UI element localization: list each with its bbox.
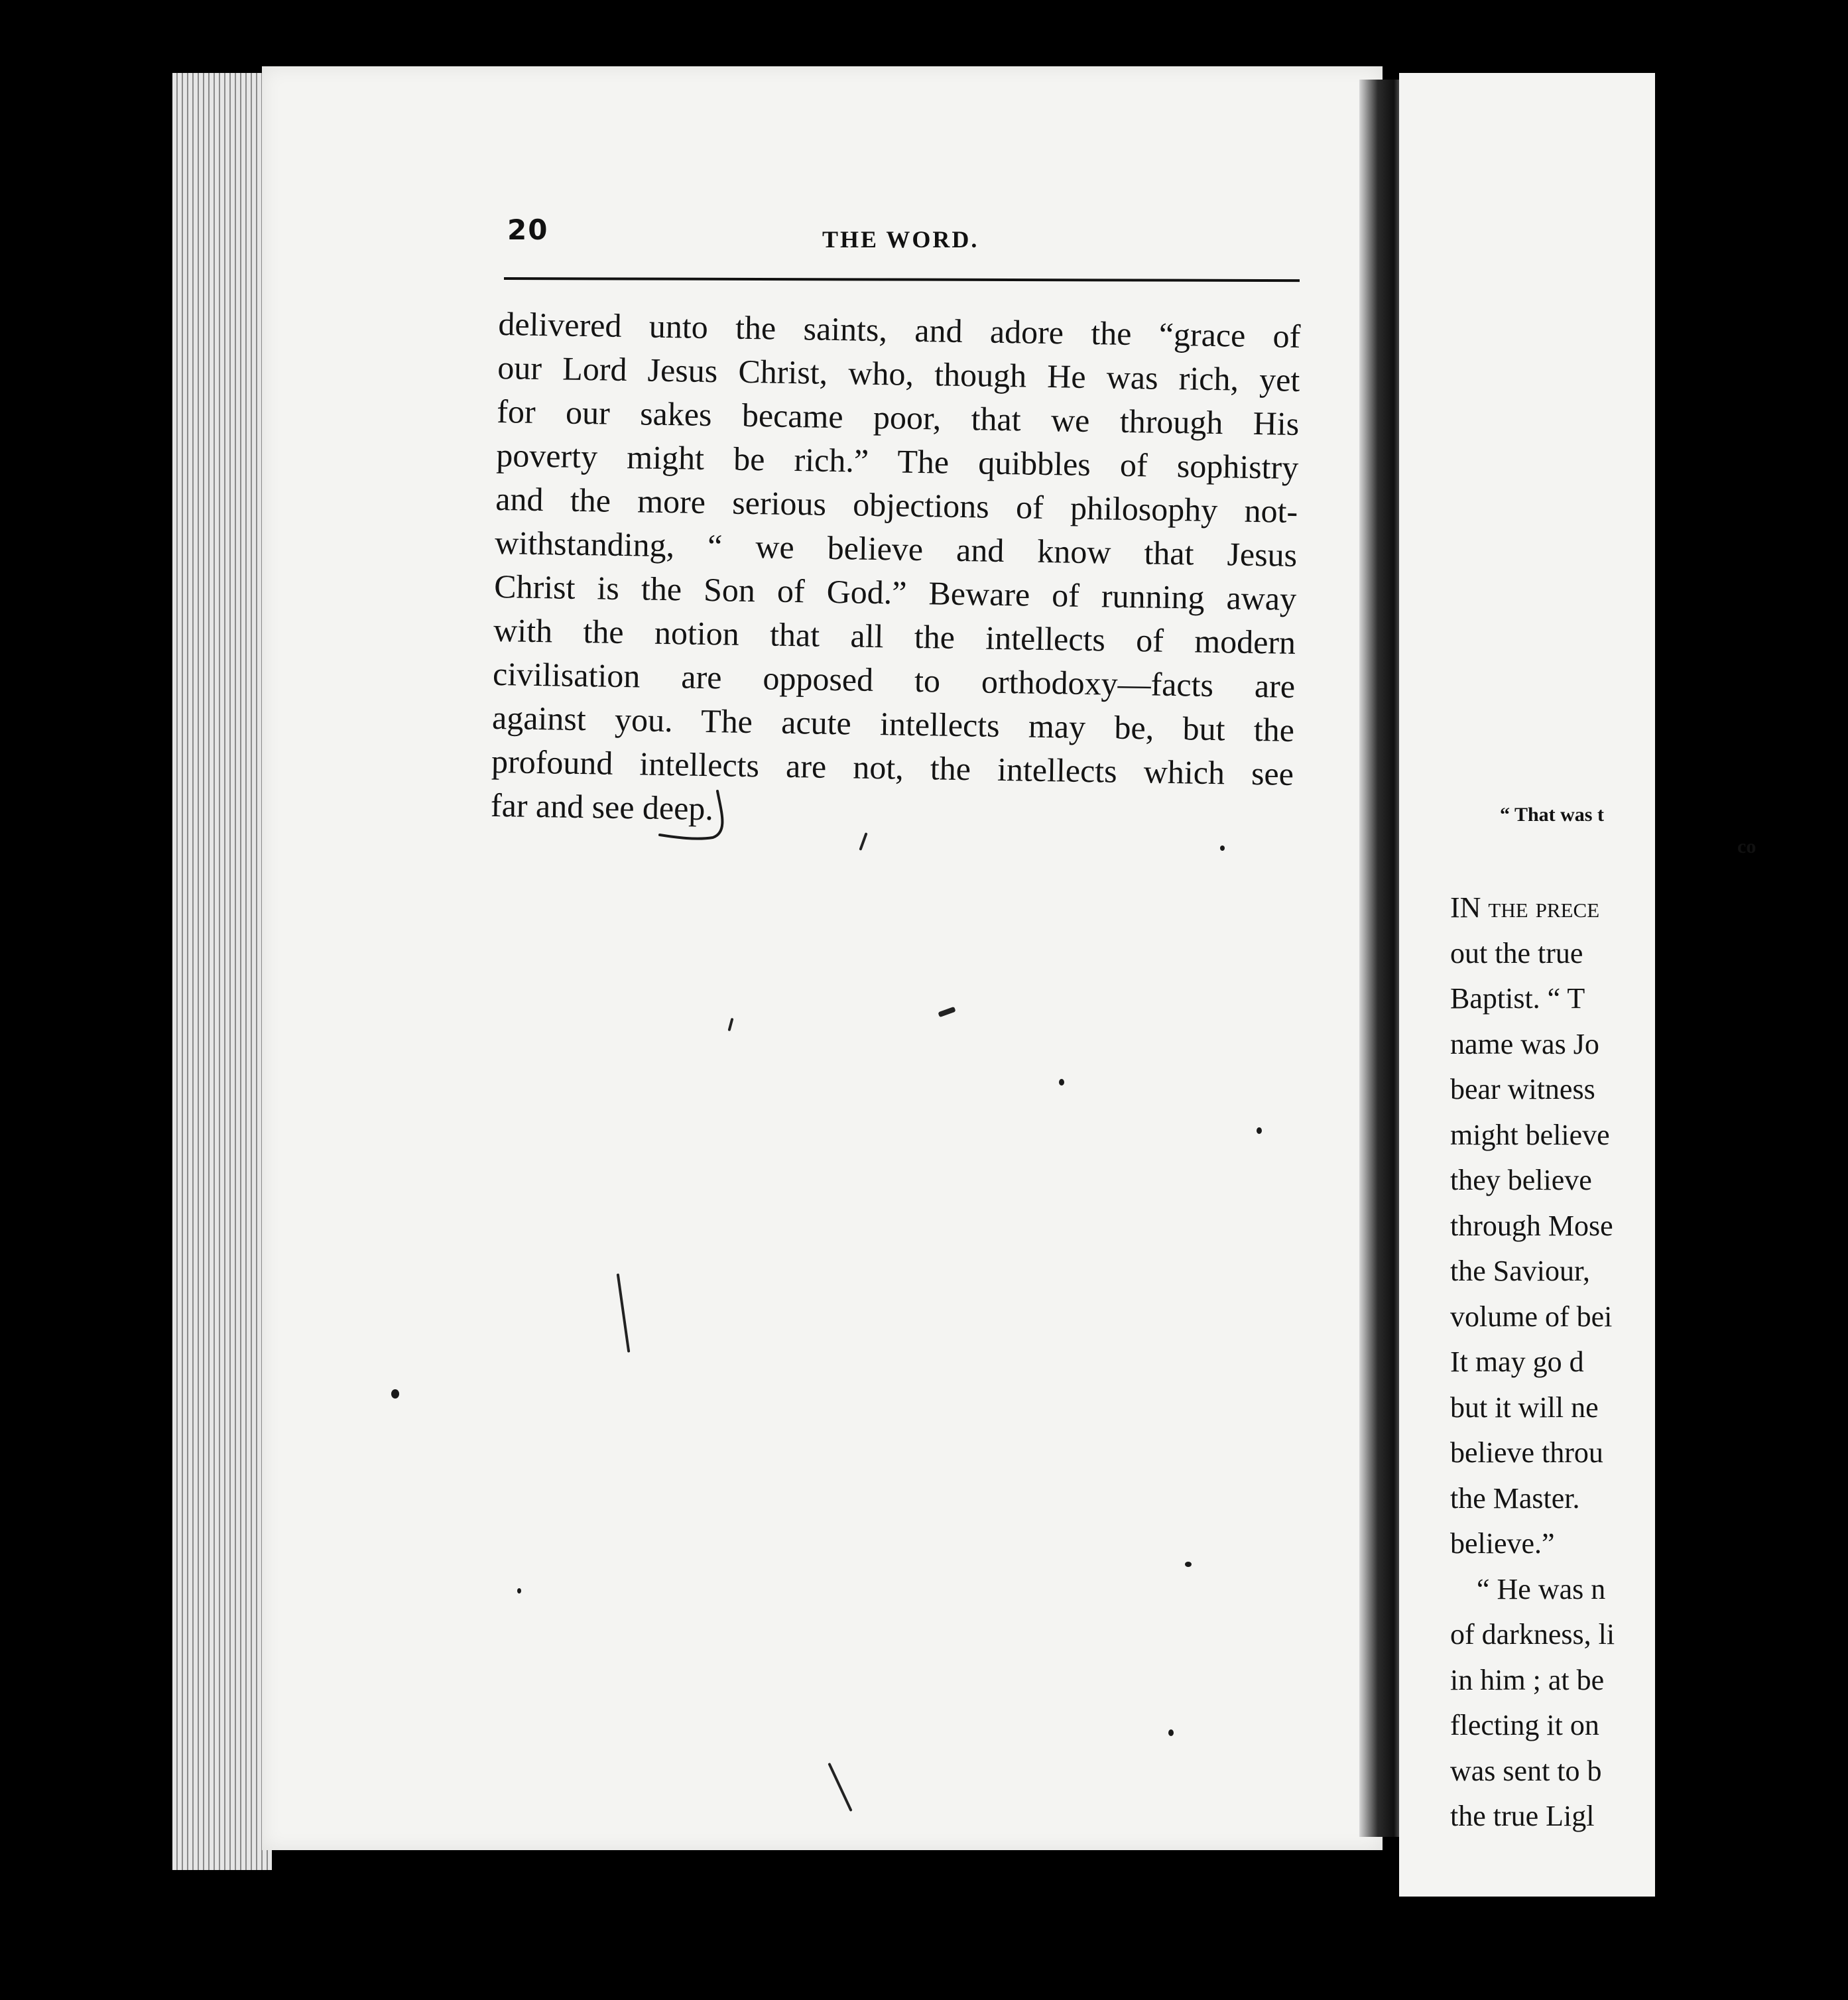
text-line: out the true — [1450, 936, 1583, 969]
text-line: believe throu — [1450, 1436, 1603, 1469]
text-line: through Mose — [1450, 1209, 1613, 1242]
speck — [1168, 1729, 1174, 1736]
running-head: THE WORD. — [822, 226, 979, 253]
page-number: 20 — [507, 214, 549, 246]
right-page — [1399, 73, 1756, 1897]
text-line: and the more serious objections of philosophy not- — [495, 479, 1298, 530]
text-line: they believe — [1450, 1164, 1592, 1196]
speck — [1059, 1079, 1064, 1086]
text-line: with the notion that all the intellects of modern — [493, 611, 1296, 661]
text-line: delivered unto the saints, and adore the “grace of — [498, 304, 1301, 355]
speck — [1257, 1127, 1262, 1134]
left-body-text — [491, 302, 1301, 840]
text-line: the true Ligl — [1450, 1800, 1595, 1832]
speck — [1220, 845, 1225, 851]
text-line: poverty might be rich.” The quibbles of sophistry — [495, 436, 1299, 486]
text-line: in him ; at be — [1450, 1663, 1605, 1696]
text-line: profound intellects are not, the intellects which see — [491, 742, 1294, 792]
text-line: far and see deep. — [490, 786, 714, 828]
text-line: “ He was n — [1477, 1572, 1606, 1605]
text-line: of darkness, li — [1450, 1618, 1615, 1651]
text-line: volume of bei — [1450, 1300, 1613, 1333]
text-line: might believe — [1450, 1118, 1610, 1151]
speck — [517, 1588, 521, 1594]
text-line: the Master. — [1450, 1481, 1580, 1515]
text-line: our Lord Jesus Christ, who, though He was rich, yet — [497, 348, 1300, 399]
text-line: name was Jo — [1450, 1027, 1599, 1060]
pen-mark — [656, 786, 736, 845]
text-line: flecting it on — [1450, 1709, 1599, 1741]
text-line: the Saviour, — [1450, 1255, 1590, 1287]
speck — [1185, 1562, 1192, 1567]
text-line: believe.” — [1450, 1527, 1555, 1560]
text-line: against you. The acute intellects may be, but the — [491, 698, 1295, 749]
epigraph-line: “ That was t — [1500, 804, 1604, 826]
right-body-text — [1450, 885, 1848, 1840]
epigraph-line: co — [1737, 836, 1756, 857]
text-line: civilisation are opposed to orthodoxy—facts are — [492, 655, 1296, 705]
speck — [391, 1389, 399, 1399]
text-line: but it will ne — [1450, 1391, 1599, 1424]
text-line: bear witness — [1450, 1073, 1595, 1105]
text-line: Baptist. “ T — [1450, 982, 1585, 1015]
page-edges — [172, 73, 272, 1870]
text-line: was sent to b — [1450, 1754, 1602, 1787]
text-line: It may go d — [1450, 1345, 1584, 1378]
text-line: withstanding, “ we believe and know that Jesus — [494, 523, 1298, 574]
text-line: IN the prece — [1450, 891, 1600, 924]
text-line: for our sakes became poor, that we through His — [496, 392, 1300, 442]
epigraph — [1500, 799, 1765, 863]
text-line: Christ is the Son of God.” Beware of running away — [493, 567, 1297, 617]
